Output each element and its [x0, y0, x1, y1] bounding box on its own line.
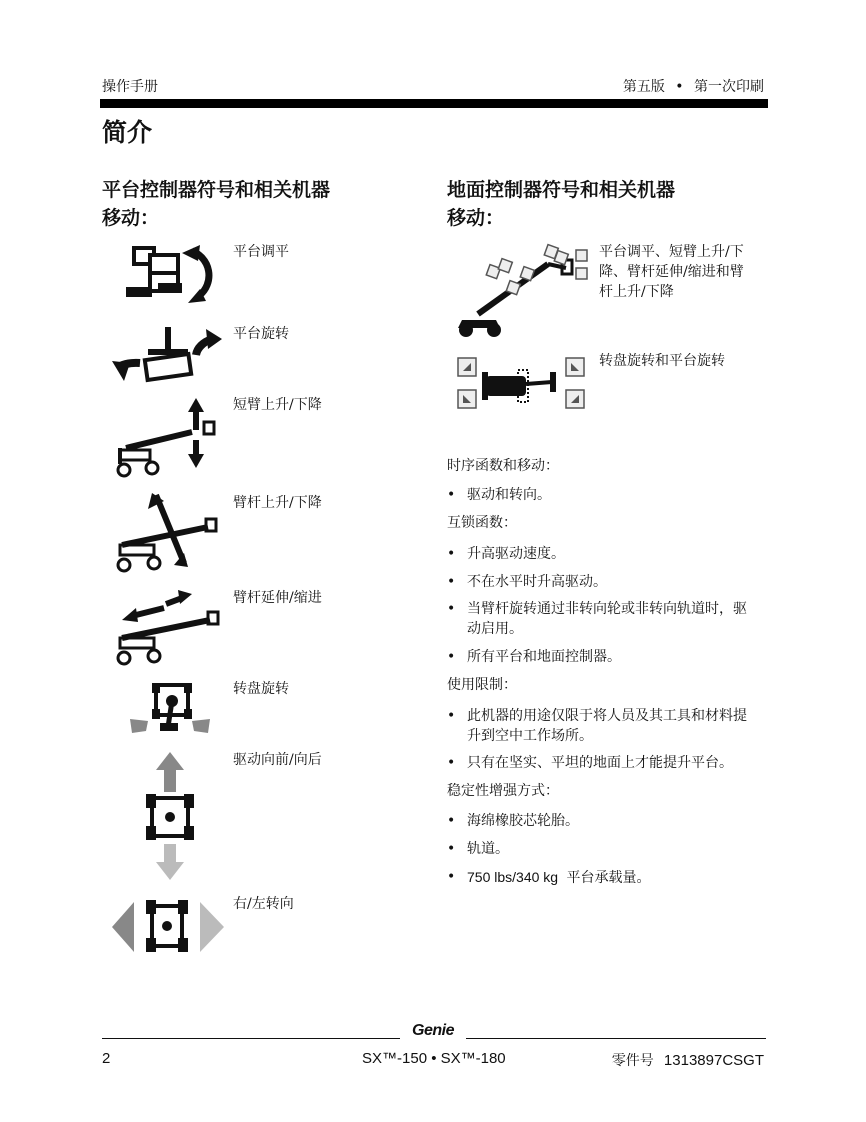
- caption-drive-forward-back: 驱动向前/向后: [233, 752, 322, 768]
- part-number: [612, 1050, 764, 1070]
- right-heading-line1: 地面控制器符号和相关机器: [447, 179, 676, 201]
- boom-extend-retract-icon: [112, 590, 224, 665]
- bullet-dot: •: [447, 601, 456, 617]
- caption-ground-line2: 降、臂杆延伸/缩进和臂: [599, 264, 744, 280]
- stability-heading: 稳定性增强方式：: [447, 783, 559, 799]
- bullet-line: 升到空中工作场所。: [467, 728, 593, 744]
- caption-ground-line3: 杆上升/下降: [599, 284, 674, 300]
- page-number: 2: [102, 1050, 111, 1067]
- list-item: [447, 647, 769, 667]
- capacity-text: 平台承载量。: [566, 870, 651, 886]
- list-item: [447, 485, 769, 505]
- drive-forward-back-icon: [140, 752, 200, 880]
- usage-heading: 使用限制：: [447, 677, 517, 693]
- part-label: 零件号: [611, 1053, 654, 1069]
- bullet-text: 海绵橡胶芯轮胎。: [467, 813, 579, 829]
- list-item: [447, 544, 769, 564]
- caption-boom-up-down: 臂杆上升/下降: [233, 495, 322, 511]
- platform-rotate-icon: [110, 325, 225, 385]
- genie-logo: Genie: [412, 1022, 454, 1039]
- caption-boom-extend-retract: 臂杆延伸/缩进: [233, 590, 322, 606]
- bullet-dot: •: [447, 649, 456, 665]
- list-item: [447, 867, 769, 888]
- model-name: SX™-150 • SX™-180: [362, 1050, 506, 1067]
- bullet-text: 轨道。: [467, 841, 509, 857]
- list-item: [447, 753, 769, 773]
- printing-text: 第一次印刷: [694, 79, 764, 95]
- bullet-text: [467, 599, 769, 639]
- left-section-heading: [102, 176, 330, 232]
- boom-up-down-icon: [112, 493, 224, 573]
- capacity-value: 750 lbs/340 kg: [467, 869, 559, 885]
- footer-rule-left: [102, 1038, 400, 1039]
- list-item: [447, 572, 769, 592]
- header-rule: [100, 99, 768, 108]
- bullet-text: 升高驱动速度。: [467, 546, 565, 562]
- bullet-line: 此机器的用途仅限于将人员及其工具和材料提: [467, 708, 747, 724]
- bullet-text: [467, 706, 769, 746]
- left-heading-line2: 移动：: [102, 207, 160, 229]
- bullet-dot: •: [447, 755, 456, 771]
- list-item: [447, 706, 769, 746]
- edition-text: 第五版: [622, 79, 665, 95]
- list-item: [447, 599, 769, 639]
- ground-turntable-platform-rotate-icon: [456, 354, 591, 414]
- caption-turntable-rotate: 转盘旋转: [233, 681, 289, 697]
- bullet-text: 不在水平时升高驱动。: [467, 574, 607, 590]
- bullet-dot: •: [447, 487, 456, 503]
- turntable-rotate-icon: [126, 683, 212, 739]
- bullet-line: 当臂杆旋转通过非转向轮或非转向轨道时，驱: [467, 601, 747, 617]
- caption-jib-up-down: 短臂上升/下降: [233, 397, 322, 413]
- header-edition: [623, 76, 764, 96]
- caption-ground-turntable-platform: 转盘旋转和平台旋转: [599, 353, 725, 369]
- right-section-heading: [447, 176, 675, 232]
- bullet-text: [467, 867, 769, 888]
- header-manual-title: 操作手册: [102, 79, 158, 95]
- bullet-dot: •: [447, 574, 456, 590]
- sequence-heading: 时序函数和移动：: [447, 458, 559, 474]
- bullet-dot: •: [447, 813, 456, 829]
- steer-right-left-icon: [112, 898, 224, 956]
- bullet-dot: •: [447, 841, 456, 857]
- bullet-text: 驱动和转向。: [467, 487, 551, 503]
- list-item: [447, 811, 769, 831]
- caption-steer-right-left: 右/左转向: [233, 896, 294, 912]
- caption-platform-rotate: 平台旋转: [233, 326, 289, 342]
- left-heading-line1: 平台控制器符号和相关机器: [102, 179, 331, 201]
- caption-platform-level: 平台调平: [233, 244, 289, 260]
- list-item: [447, 839, 769, 859]
- interlock-heading: 互锁函数：: [447, 515, 517, 531]
- caption-ground-boom-functions: [599, 242, 767, 302]
- ground-boom-functions-icon: [456, 242, 591, 337]
- platform-level-icon: [112, 245, 217, 310]
- footer-rule-right: [466, 1038, 766, 1039]
- caption-ground-line1: 平台调平、短臂上升/下: [599, 244, 744, 260]
- bullet-dot: •: [447, 869, 456, 885]
- bullet-dot: •: [447, 708, 456, 724]
- page-title: 简介: [102, 118, 153, 147]
- right-heading-line2: 移动：: [447, 207, 505, 229]
- edition-separator: •: [675, 79, 684, 95]
- bullet-line: 动启用。: [467, 621, 523, 637]
- bullet-text: 所有平台和地面控制器。: [467, 649, 621, 665]
- bullet-text: 只有在坚实、平坦的地面上才能提升平台。: [467, 755, 733, 771]
- part-number-value: 1313897CSGT: [663, 1052, 764, 1069]
- bullet-dot: •: [447, 546, 456, 562]
- jib-up-down-icon: [112, 398, 222, 478]
